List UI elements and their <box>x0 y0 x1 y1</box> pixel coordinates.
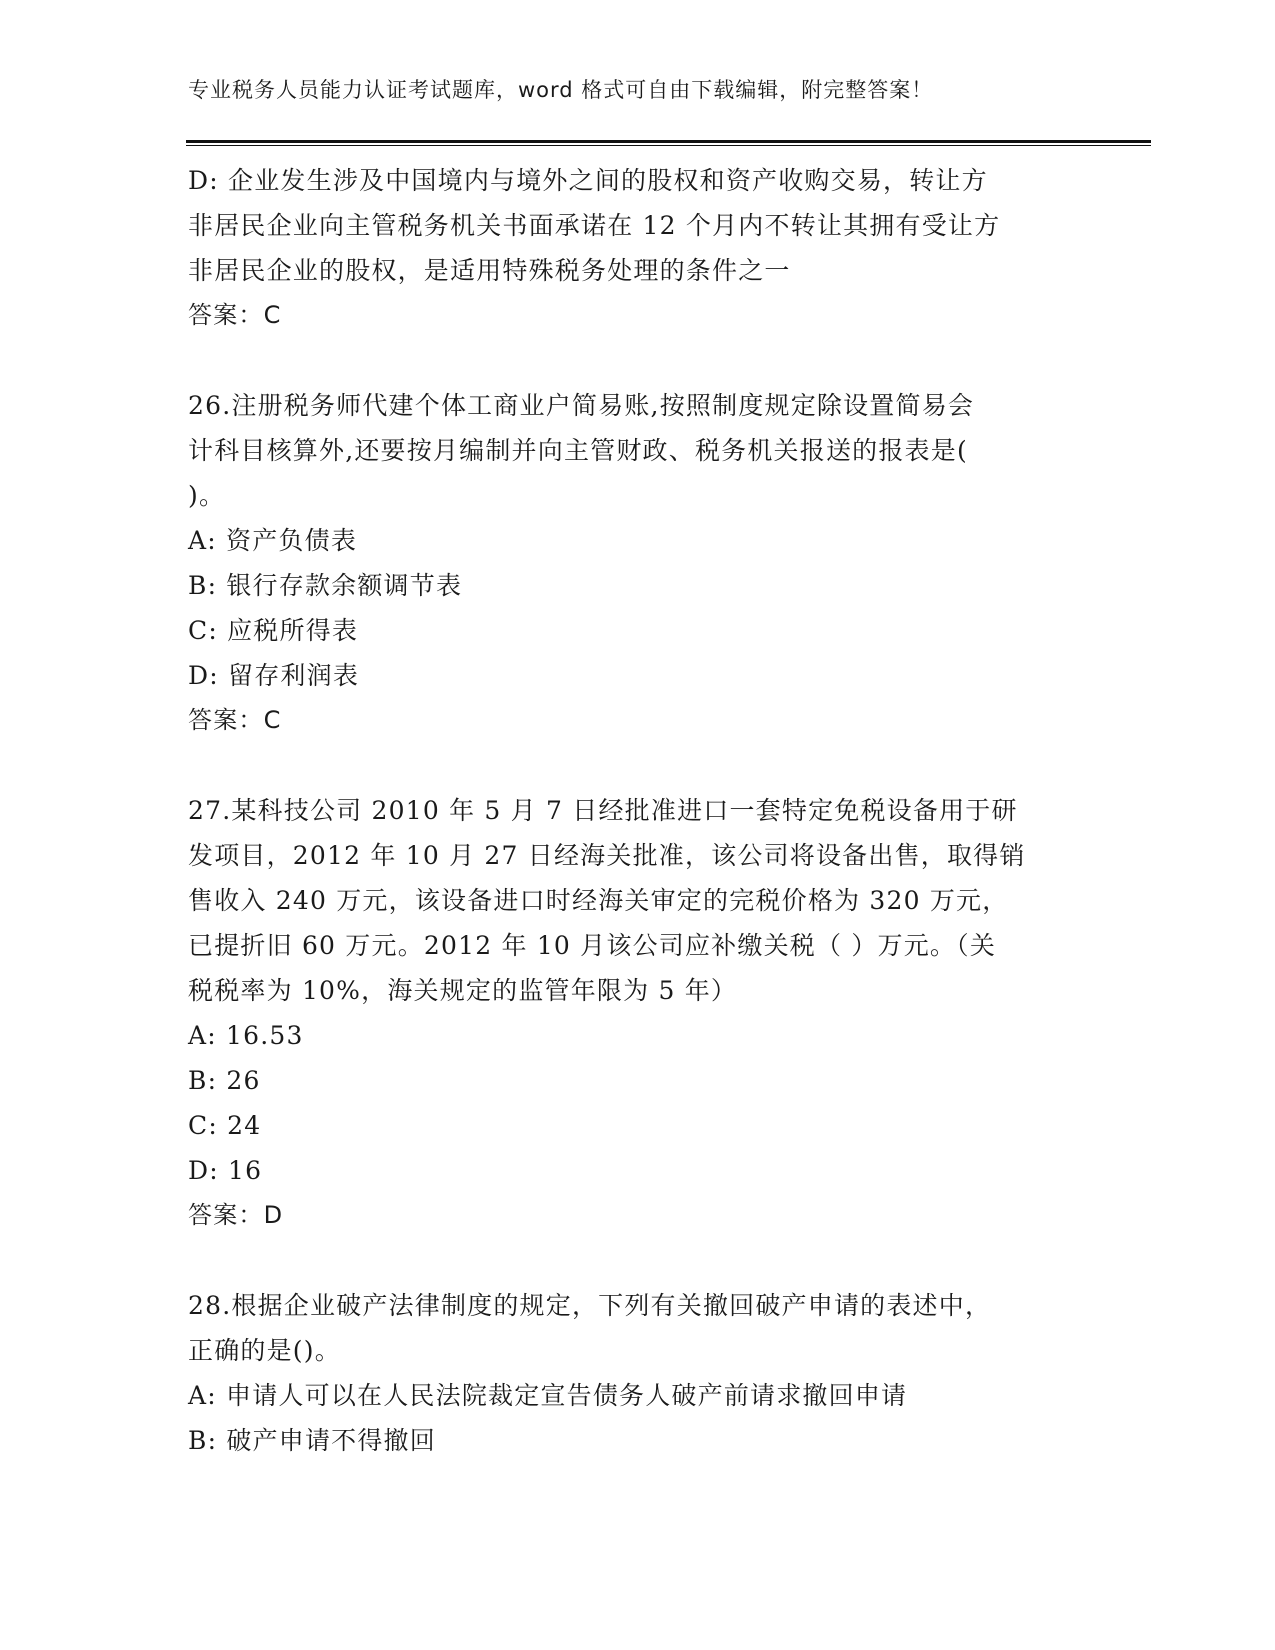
option-d-line-3: 非居民企业的股权，是适用特殊税务处理的条件之一 <box>188 256 791 285</box>
page-header: 专业税务人员能力认证考试题库，word 格式可自由下载编辑，附完整答案！ <box>188 78 934 102</box>
document-body <box>188 158 1078 1463</box>
question-26-answer: 答案：C <box>188 706 282 734</box>
question-28-option-b: B: 破产申请不得撤回 <box>188 1426 436 1455</box>
header-divider <box>186 140 1151 146</box>
question-27-stem-3: 售收入 240 万元，该设备进口时经海关审定的完税价格为 320 万元， <box>188 886 1009 915</box>
question-28-stem-1: 28.根据企业破产法律制度的规定，下列有关撤回破产申请的表述中， <box>188 1291 992 1320</box>
question-26-option-d: D: 留存利润表 <box>188 661 360 690</box>
option-d-line-1: D: 企业发生涉及中国境内与境外之间的股权和资产收购交易，转让方 <box>188 166 988 195</box>
question-27-option-a: A: 16.53 <box>188 1021 304 1050</box>
question-26-stem-2: 计科目核算外,还要按月编制并向主管财政、税务机关报送的报表是( <box>188 436 968 465</box>
question-26-option-c: C: 应税所得表 <box>188 616 359 645</box>
question-28-option-a: A: 申请人可以在人民法院裁定宣告债务人破产前请求撤回申请 <box>188 1381 908 1410</box>
question-27-option-b: B: 26 <box>188 1066 261 1095</box>
question-27-stem-4: 已提折旧 60 万元。2012 年 10 月该公司应补缴关税（ ）万元。（关 <box>188 931 997 960</box>
question-26-option-b: B: 银行存款余额调节表 <box>188 571 463 600</box>
answer-line: 答案：C <box>188 301 282 329</box>
question-27-stem-1: 27.某科技公司 2010 年 5 月 7 日经批准进口一套特定免税设备用于研 <box>188 796 1018 825</box>
question-26-stem-3: )。 <box>188 481 226 510</box>
option-d-line-2: 非居民企业向主管税务机关书面承诺在 12 个月内不转让其拥有受让方 <box>188 211 1001 240</box>
question-27-option-c: C: 24 <box>188 1111 262 1140</box>
question-27-stem-5: 税税率为 10%，海关规定的监管年限为 5 年） <box>188 976 738 1005</box>
question-28-stem-2: 正确的是()。 <box>188 1336 341 1365</box>
question-26-stem-1: 26.注册税务师代建个体工商业户简易账,按照制度规定除设置简易会 <box>188 391 975 420</box>
question-26-option-a: A: 资产负债表 <box>188 526 358 555</box>
question-27-answer: 答案：D <box>188 1201 284 1229</box>
question-27-stem-2: 发项目，2012 年 10 月 27 日经海关批准，该公司将设备出售，取得销 <box>188 841 1026 870</box>
question-27-option-d: D: 16 <box>188 1156 263 1185</box>
